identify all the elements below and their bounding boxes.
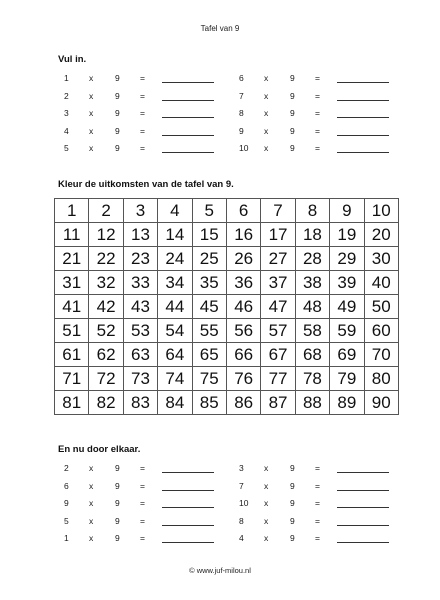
answer-blank[interactable] — [162, 100, 214, 101]
answer-blank[interactable] — [162, 472, 214, 473]
grid-row — [55, 199, 399, 223]
equals-sign: = — [140, 533, 145, 543]
multiplier: 9 — [290, 125, 295, 136]
multiplier: 9 — [290, 498, 295, 508]
grid-cell[interactable]: 7 — [261, 199, 295, 223]
grid-cell[interactable]: 47 — [261, 295, 295, 319]
grid-cell[interactable]: 55 — [192, 319, 226, 343]
grid-cell[interactable]: 49 — [330, 295, 364, 319]
times-sign: x — [264, 533, 269, 543]
grid-cell[interactable]: 59 — [330, 319, 364, 343]
answer-blank[interactable] — [337, 542, 389, 543]
grid-row — [55, 295, 399, 319]
equals-sign: = — [140, 125, 145, 136]
times-sign: x — [89, 463, 94, 473]
multiplier: 9 — [290, 480, 295, 491]
footer-copyright: © www.juf-milou.nl — [189, 566, 251, 575]
grid-row — [55, 319, 399, 343]
times-sign: x — [264, 90, 269, 101]
grid-cell[interactable]: 26 — [226, 247, 260, 271]
grid-cell[interactable]: 56 — [226, 319, 260, 343]
grid-cell[interactable]: 4 — [158, 199, 192, 223]
multiplier: 9 — [115, 515, 120, 526]
grid-cell[interactable]: 48 — [295, 295, 329, 319]
grid-cell[interactable]: 90 — [364, 391, 398, 415]
grid-cell[interactable]: 25 — [192, 247, 226, 271]
multiplicand: 8 — [239, 515, 244, 526]
times-sign: x — [89, 108, 94, 118]
times-sign: x — [89, 143, 94, 153]
grid-cell[interactable]: 83 — [123, 391, 157, 415]
grid-cell[interactable]: 86 — [226, 391, 260, 415]
grid-cell[interactable]: 16 — [226, 223, 260, 247]
multiplier: 9 — [115, 533, 120, 543]
grid-cell[interactable]: 30 — [364, 247, 398, 271]
grid-row — [55, 223, 399, 247]
grid-cell[interactable]: 87 — [261, 391, 295, 415]
multiplier: 9 — [290, 515, 295, 526]
grid-cell[interactable]: 74 — [158, 367, 192, 391]
equals-sign: = — [315, 143, 320, 153]
section-heading-mixed: En nu door elkaar. — [58, 444, 141, 455]
grid-cell[interactable]: 40 — [364, 271, 398, 295]
grid-cell[interactable]: 1 — [55, 199, 89, 223]
grid-cell[interactable]: 37 — [261, 271, 295, 295]
answer-blank[interactable] — [162, 525, 214, 526]
equals-sign: = — [315, 108, 320, 118]
answer-blank[interactable] — [337, 490, 389, 491]
answer-blank[interactable] — [162, 490, 214, 491]
times-sign: x — [89, 498, 94, 508]
grid-cell[interactable]: 58 — [295, 319, 329, 343]
grid-cell[interactable]: 12 — [89, 223, 123, 247]
grid-cell[interactable]: 35 — [192, 271, 226, 295]
multiplicand: 9 — [64, 498, 69, 508]
grid-cell[interactable]: 6 — [226, 199, 260, 223]
grid-cell[interactable]: 81 — [55, 391, 89, 415]
grid-cell[interactable]: 50 — [364, 295, 398, 319]
grid-cell[interactable]: 29 — [330, 247, 364, 271]
times-sign: x — [89, 515, 94, 526]
times-sign: x — [89, 125, 94, 136]
answer-blank[interactable] — [337, 152, 389, 153]
equals-sign: = — [315, 90, 320, 101]
multiplier: 9 — [290, 90, 295, 101]
grid-cell[interactable]: 78 — [295, 367, 329, 391]
equals-sign: = — [315, 73, 320, 83]
answer-blank[interactable] — [162, 507, 214, 508]
multiplicand: 2 — [64, 90, 69, 101]
grid-cell[interactable]: 85 — [192, 391, 226, 415]
equals-sign: = — [315, 480, 320, 491]
grid-cell[interactable]: 39 — [330, 271, 364, 295]
multiplicand: 1 — [64, 73, 69, 83]
grid-cell[interactable]: 65 — [192, 343, 226, 367]
multiplier: 9 — [290, 73, 295, 83]
times-sign: x — [264, 73, 269, 83]
grid-cell[interactable]: 44 — [158, 295, 192, 319]
grid-cell[interactable]: 54 — [158, 319, 192, 343]
grid-cell[interactable]: 31 — [55, 271, 89, 295]
grid-cell[interactable]: 52 — [89, 319, 123, 343]
grid-cell[interactable]: 15 — [192, 223, 226, 247]
multiplicand: 5 — [64, 515, 69, 526]
multiplicand: 8 — [239, 108, 244, 118]
answer-blank[interactable] — [162, 152, 214, 153]
grid-cell[interactable]: 24 — [158, 247, 192, 271]
grid-cell[interactable]: 66 — [226, 343, 260, 367]
multiplier: 9 — [115, 90, 120, 101]
grid-cell[interactable]: 63 — [123, 343, 157, 367]
multiplicand: 3 — [239, 463, 244, 473]
times-sign: x — [264, 143, 269, 153]
equals-sign: = — [315, 533, 320, 543]
equals-sign: = — [315, 515, 320, 526]
grid-cell[interactable]: 28 — [295, 247, 329, 271]
times-sign: x — [264, 125, 269, 136]
answer-blank[interactable] — [337, 472, 389, 473]
grid-cell[interactable]: 72 — [89, 367, 123, 391]
grid-cell[interactable]: 17 — [261, 223, 295, 247]
grid-cell[interactable]: 70 — [364, 343, 398, 367]
times-sign: x — [264, 480, 269, 491]
grid-cell[interactable]: 80 — [364, 367, 398, 391]
grid-cell[interactable]: 57 — [261, 319, 295, 343]
multiplier: 9 — [290, 463, 295, 473]
times-sign: x — [264, 463, 269, 473]
grid-cell[interactable]: 23 — [123, 247, 157, 271]
grid-cell[interactable]: 68 — [295, 343, 329, 367]
times-sign: x — [89, 90, 94, 101]
grid-cell[interactable]: 89 — [330, 391, 364, 415]
grid-cell[interactable]: 64 — [158, 343, 192, 367]
multiplicand: 3 — [64, 108, 69, 118]
grid-cell[interactable]: 84 — [158, 391, 192, 415]
grid-cell[interactable]: 32 — [89, 271, 123, 295]
equals-sign: = — [140, 90, 145, 101]
grid-cell[interactable]: 51 — [55, 319, 89, 343]
grid-cell[interactable]: 45 — [192, 295, 226, 319]
grid-cell[interactable]: 43 — [123, 295, 157, 319]
answer-blank[interactable] — [162, 82, 214, 83]
grid-cell[interactable]: 71 — [55, 367, 89, 391]
grid-cell[interactable]: 36 — [226, 271, 260, 295]
multiplicand: 7 — [239, 480, 244, 491]
grid-cell[interactable]: 3 — [123, 199, 157, 223]
times-sign: x — [89, 480, 94, 491]
grid-cell[interactable]: 79 — [330, 367, 364, 391]
multiplier: 9 — [290, 143, 295, 153]
answer-blank[interactable] — [337, 82, 389, 83]
times-sign: x — [264, 108, 269, 118]
times-sign: x — [89, 73, 94, 83]
grid-cell[interactable]: 77 — [261, 367, 295, 391]
grid-cell[interactable]: 8 — [295, 199, 329, 223]
grid-cell[interactable]: 13 — [123, 223, 157, 247]
equals-sign: = — [140, 480, 145, 491]
grid-cell[interactable]: 22 — [89, 247, 123, 271]
grid-cell[interactable]: 20 — [364, 223, 398, 247]
grid-cell[interactable]: 14 — [158, 223, 192, 247]
grid-cell[interactable]: 5 — [192, 199, 226, 223]
grid-cell[interactable]: 60 — [364, 319, 398, 343]
answer-blank[interactable] — [337, 135, 389, 136]
multiplier: 9 — [115, 480, 120, 491]
section-heading-color-grid: Kleur de uitkomsten van de tafel van 9. — [58, 179, 234, 190]
grid-cell[interactable]: 19 — [330, 223, 364, 247]
grid-cell[interactable]: 33 — [123, 271, 157, 295]
answer-blank[interactable] — [337, 100, 389, 101]
grid-cell[interactable]: 76 — [226, 367, 260, 391]
multiplicand: 1 — [64, 533, 69, 543]
multiplicand: 10 — [239, 143, 249, 153]
multiplier: 9 — [115, 143, 120, 153]
grid-cell[interactable]: 38 — [295, 271, 329, 295]
section-heading-fill-in: Vul in. — [58, 54, 87, 65]
grid-cell[interactable]: 10 — [364, 199, 398, 223]
answer-blank[interactable] — [162, 135, 214, 136]
times-sign: x — [264, 515, 269, 526]
grid-cell[interactable]: 27 — [261, 247, 295, 271]
grid-cell[interactable]: 11 — [55, 223, 89, 247]
times-sign: x — [264, 498, 269, 508]
equals-sign: = — [315, 125, 320, 136]
multiplicand: 7 — [239, 90, 244, 101]
multiplicand: 6 — [239, 73, 244, 83]
grid-cell[interactable]: 2 — [89, 199, 123, 223]
multiplicand: 10 — [239, 498, 249, 508]
equals-sign: = — [315, 463, 320, 473]
grid-cell[interactable]: 42 — [89, 295, 123, 319]
multiplicand: 4 — [64, 125, 69, 136]
times-sign: x — [89, 533, 94, 543]
grid-row — [55, 247, 399, 271]
grid-cell[interactable]: 46 — [226, 295, 260, 319]
equals-sign: = — [315, 498, 320, 508]
grid-cell[interactable]: 88 — [295, 391, 329, 415]
grid-cell[interactable]: 69 — [330, 343, 364, 367]
grid-row — [55, 271, 399, 295]
equals-sign: = — [140, 73, 145, 83]
multiplier: 9 — [290, 108, 295, 118]
multiplier: 9 — [115, 108, 120, 118]
multiplicand: 2 — [64, 463, 69, 473]
grid-cell[interactable]: 21 — [55, 247, 89, 271]
multiplier: 9 — [290, 533, 295, 543]
grid-cell[interactable]: 53 — [123, 319, 157, 343]
equals-sign: = — [140, 108, 145, 118]
equals-sign: = — [140, 498, 145, 508]
multiplicand: 6 — [64, 480, 69, 491]
multiplicand: 4 — [239, 533, 244, 543]
answer-blank[interactable] — [337, 507, 389, 508]
equals-sign: = — [140, 515, 145, 526]
grid-cell[interactable]: 34 — [158, 271, 192, 295]
answer-blank[interactable] — [337, 117, 389, 118]
grid-cell[interactable]: 18 — [295, 223, 329, 247]
number-grid — [54, 198, 399, 415]
grid-row — [55, 367, 399, 391]
grid-cell[interactable]: 62 — [89, 343, 123, 367]
multiplier: 9 — [115, 125, 120, 136]
multiplier: 9 — [115, 463, 120, 473]
grid-cell[interactable]: 61 — [55, 343, 89, 367]
grid-cell[interactable]: 82 — [89, 391, 123, 415]
multiplier: 9 — [115, 498, 120, 508]
grid-cell[interactable]: 67 — [261, 343, 295, 367]
multiplier: 9 — [115, 73, 120, 83]
answer-blank[interactable] — [337, 525, 389, 526]
multiplicand: 5 — [64, 143, 69, 153]
grid-row — [55, 391, 399, 415]
multiplicand: 9 — [239, 125, 244, 136]
answer-blank[interactable] — [162, 542, 214, 543]
answer-blank[interactable] — [162, 117, 214, 118]
grid-cell[interactable]: 75 — [192, 367, 226, 391]
equals-sign: = — [140, 143, 145, 153]
grid-cell[interactable]: 73 — [123, 367, 157, 391]
page-title: Tafel van 9 — [200, 24, 240, 33]
grid-cell[interactable]: 41 — [55, 295, 89, 319]
grid-cell[interactable]: 9 — [330, 199, 364, 223]
equals-sign: = — [140, 463, 145, 473]
grid-row — [55, 343, 399, 367]
